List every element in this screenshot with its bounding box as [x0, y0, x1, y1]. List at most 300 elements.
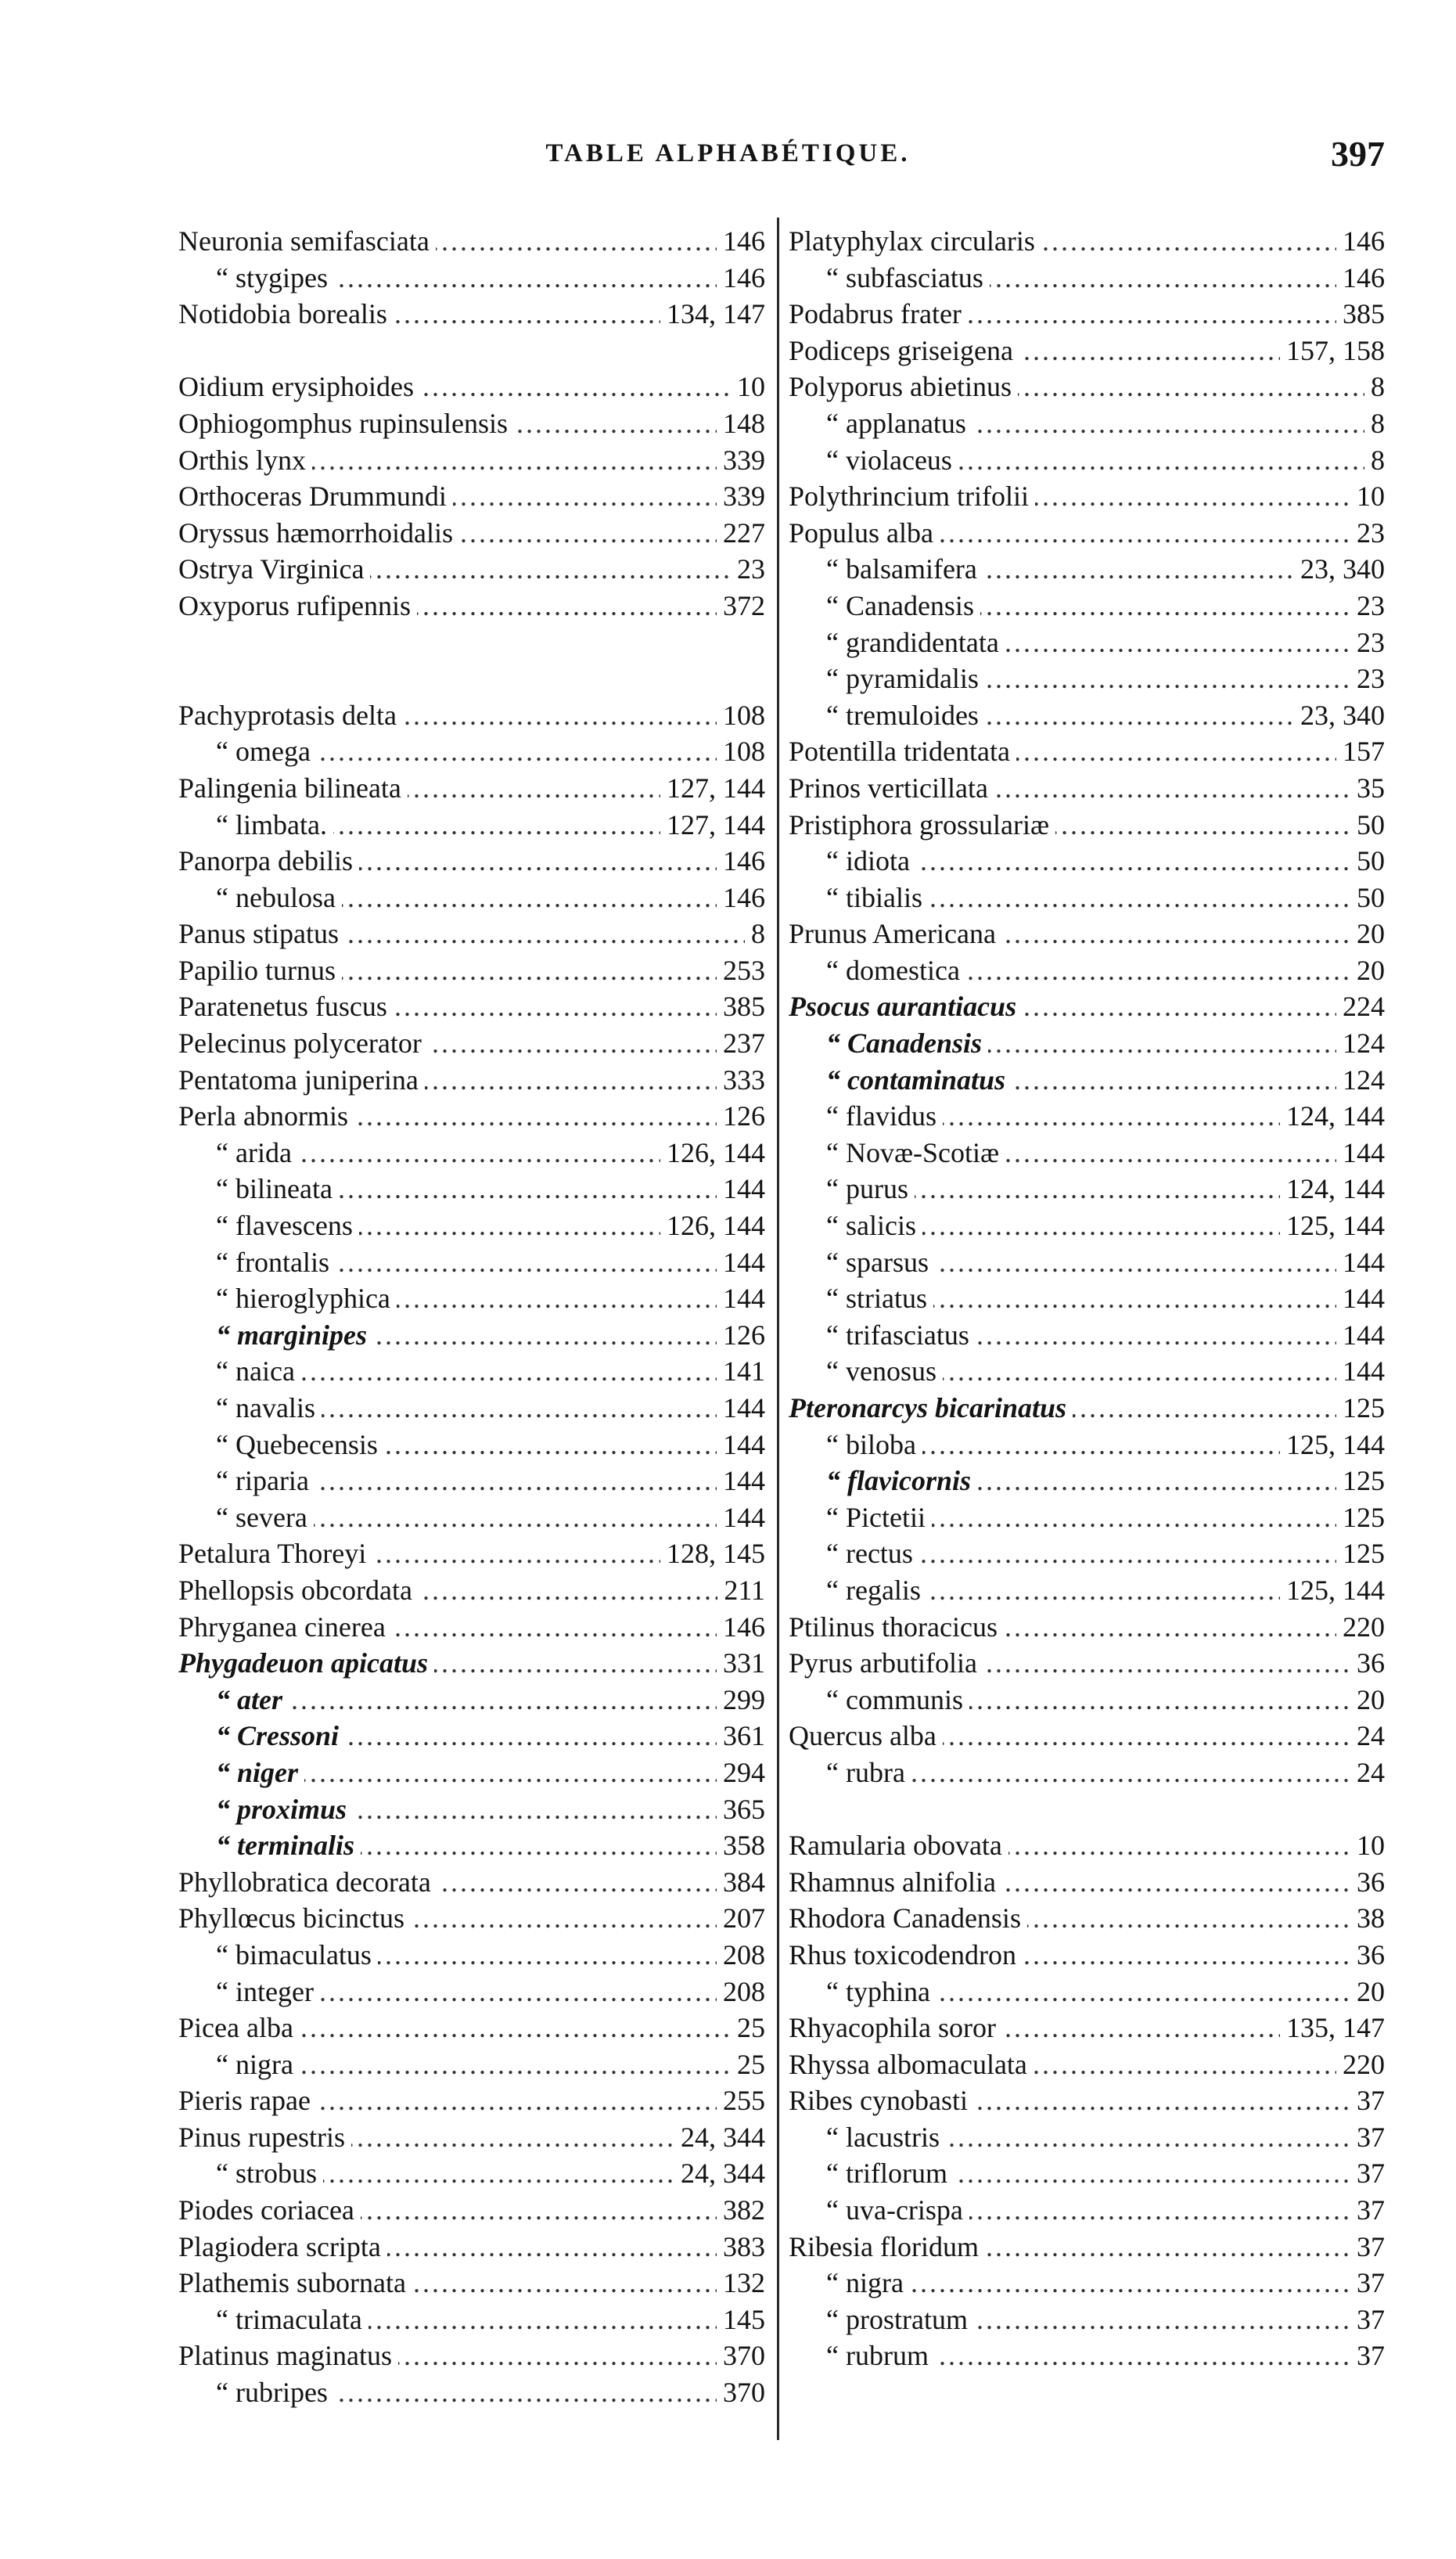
entry-pages: 253 — [717, 952, 765, 989]
index-entry — [178, 296, 765, 333]
entry-pages: 23 — [1350, 660, 1385, 697]
entry-name: “ Canadensis — [789, 1028, 988, 1059]
entry-pages: 36 — [1350, 1937, 1385, 1974]
entry-pages: 125 — [1336, 1463, 1385, 1499]
index-entry — [789, 1244, 1385, 1281]
entry-pages: 50 — [1350, 807, 1385, 844]
index-entry — [178, 1572, 765, 1609]
index-entry — [789, 770, 1385, 807]
entry-name: Papilio turnus — [178, 955, 342, 986]
entry-pages: 144 — [717, 1499, 765, 1536]
index-entry — [789, 478, 1385, 515]
index-entry — [789, 624, 1385, 661]
index-entry — [789, 1171, 1385, 1208]
index-entry — [178, 2265, 765, 2302]
entry-name: “ flavicornis — [789, 1465, 977, 1496]
entry-pages: 38 — [1350, 1900, 1385, 1937]
entry-name: “ balsamifera — [789, 553, 983, 585]
entry-pages: 25 — [731, 2046, 765, 2083]
entry-name: “ navalis — [178, 1392, 322, 1423]
entry-name: “ bimaculatus — [178, 1939, 378, 1971]
entry-name: “ limbata. — [178, 809, 333, 840]
index-entry — [789, 1499, 1385, 1536]
entry-pages: 125, 144 — [1280, 1427, 1385, 1463]
entry-pages: 207 — [717, 1900, 765, 1937]
index-entry — [178, 770, 765, 807]
index-entry — [178, 588, 765, 624]
entry-name: “ rectus — [789, 1538, 919, 1569]
entry-name: “ nigra — [789, 2267, 910, 2298]
entry-pages: 220 — [1336, 2046, 1385, 2083]
index-entry — [178, 807, 765, 844]
entry-name: “ Quebecensis — [178, 1429, 384, 1460]
entry-name: Palingenia bilineata — [178, 772, 408, 804]
entry-name: Rhyssa albomaculata — [789, 2049, 1034, 2080]
entry-name: “ Canadensis — [789, 590, 980, 621]
index-entry — [789, 1353, 1385, 1390]
entry-pages: 50 — [1350, 843, 1385, 880]
index-entry — [178, 1317, 765, 1354]
entry-pages: 8 — [745, 916, 765, 952]
entry-name: “ flavescens — [178, 1210, 359, 1241]
index-entry — [178, 223, 765, 260]
index-entry — [789, 952, 1385, 989]
entry-name: Petalura Thoreyi — [178, 1538, 372, 1569]
entry-name: “ idiota — [789, 845, 916, 876]
entry-pages: 384 — [717, 1864, 765, 1901]
entry-pages: 20 — [1350, 916, 1385, 952]
entry-pages: 125, 144 — [1280, 1208, 1385, 1244]
entry-pages: 24 — [1350, 1718, 1385, 1755]
entry-name: “ marginipes — [178, 1319, 373, 1351]
index-entry — [178, 2192, 765, 2229]
entry-name: Panus stipatus — [178, 918, 345, 949]
entry-name: “ bilineata — [178, 1173, 339, 1204]
entry-pages: 144 — [717, 1244, 765, 1281]
index-entry — [178, 405, 765, 442]
index-entry — [789, 988, 1385, 1025]
entry-name: Phryganea cinerea — [178, 1611, 392, 1643]
entry-name: “ pyramidalis — [789, 663, 985, 694]
index-entry — [789, 1135, 1385, 1172]
index-entry — [178, 478, 765, 515]
entry-pages: 144 — [717, 1171, 765, 1208]
entry-pages: 358 — [717, 1827, 765, 1864]
index-entry — [178, 1390, 765, 1427]
entry-name: Paratenetus fuscus — [178, 991, 394, 1022]
entry-pages: 339 — [717, 442, 765, 479]
entry-pages: 124 — [1336, 1062, 1385, 1099]
entry-pages: 37 — [1350, 2119, 1385, 2156]
entry-pages: 23 — [1350, 588, 1385, 624]
entry-name: “ sparsus — [789, 1247, 935, 1278]
entry-name: “ rubra — [789, 1757, 911, 1788]
index-entry — [178, 1827, 765, 1864]
entry-name: “ domestica — [789, 955, 966, 986]
index-entry — [789, 660, 1385, 697]
entry-name: “ contaminatus — [789, 1064, 1012, 1096]
entry-name: Pieris rapae — [178, 2085, 317, 2116]
entry-name: Oxyporus rufipennis — [178, 590, 417, 621]
index-entry — [789, 1682, 1385, 1719]
entry-pages: 125 — [1336, 1535, 1385, 1572]
entry-name: Plagiodera scripta — [178, 2231, 387, 2262]
index-entry — [178, 1427, 765, 1463]
entry-name: “ tibialis — [789, 882, 929, 913]
entry-name: Pristiphora grossulariæ — [789, 809, 1055, 840]
index-entry — [789, 697, 1385, 734]
entry-pages: 8 — [1364, 405, 1385, 442]
entry-name: “ communis — [789, 1684, 969, 1715]
index-entry — [789, 1280, 1385, 1317]
index-entry — [789, 588, 1385, 624]
entry-name: Pyrus arbutifolia — [789, 1647, 983, 1679]
entry-name: “ trifasciatus — [789, 1319, 976, 1351]
index-entry — [789, 1609, 1385, 1646]
entry-name: “ arida — [178, 1137, 298, 1168]
entry-name: Ribes cynobasti — [789, 2085, 974, 2116]
entry-name: Podabrus frater — [789, 298, 968, 329]
index-entry — [178, 1098, 765, 1135]
entry-pages: 208 — [717, 1974, 765, 2010]
entry-pages: 141 — [717, 1353, 765, 1390]
entry-name: “ trimaculata — [178, 2304, 368, 2335]
index-entry — [178, 733, 765, 770]
entry-pages: 211 — [717, 1572, 765, 1609]
entry-name: “ proximus — [178, 1794, 353, 1825]
entry-pages: 125, 144 — [1280, 1572, 1385, 1609]
index-entry — [789, 551, 1385, 588]
entry-name: Oidium erysiphoides — [178, 371, 420, 402]
entry-pages: 108 — [717, 733, 765, 770]
entry-pages: 382 — [717, 2192, 765, 2229]
entry-pages: 36 — [1350, 1645, 1385, 1682]
index-entry — [178, 1463, 765, 1499]
entry-pages: 124, 144 — [1280, 1171, 1385, 1208]
entry-name: Pteronarcys bicarinatus — [789, 1392, 1073, 1423]
entry-pages: 10 — [731, 369, 765, 405]
entry-name: Phygadeuon apicatus — [178, 1647, 434, 1679]
entry-name: “ frontalis — [178, 1247, 336, 1278]
index-entry — [178, 2010, 765, 2046]
entry-name: Pelecinus polycerator — [178, 1028, 428, 1059]
entry-name: “ strobus — [178, 2158, 323, 2189]
index-entry — [178, 916, 765, 952]
index-entry — [789, 2302, 1385, 2338]
entry-name: Quercus alba — [789, 1720, 943, 1751]
entry-name: “ nigra — [178, 2049, 300, 2080]
entry-name: Platyphylax circularis — [789, 225, 1041, 257]
index-entry — [178, 697, 765, 734]
index-entry — [178, 1535, 765, 1572]
entry-name: Ramularia obovata — [789, 1830, 1008, 1861]
entry-pages: 127, 144 — [660, 807, 765, 844]
entry-name: Prinos verticillata — [789, 772, 994, 804]
index-entry — [789, 1427, 1385, 1463]
entry-pages: 8 — [1364, 442, 1385, 479]
index-entry — [178, 515, 765, 552]
entry-name: “ Cressoni — [178, 1720, 345, 1751]
entry-pages: 134, 147 — [660, 296, 765, 333]
index-entry — [789, 1937, 1385, 1974]
index-column-right — [789, 223, 1385, 2438]
index-entry — [789, 1098, 1385, 1135]
entry-pages: 125 — [1336, 1390, 1385, 1427]
entry-pages: 127, 144 — [660, 770, 765, 807]
index-entry — [789, 880, 1385, 916]
entry-pages: 23, 340 — [1294, 551, 1385, 588]
index-entry — [178, 369, 765, 405]
entry-name: Pinus rupestris — [178, 2122, 351, 2153]
entry-pages: 108 — [717, 697, 765, 734]
entry-pages: 146 — [717, 260, 765, 297]
index-entry — [178, 2046, 765, 2083]
entry-name: “ Pictetii — [789, 1502, 932, 1533]
entry-name: Perla abnormis — [178, 1100, 354, 1132]
index-entry — [178, 1171, 765, 1208]
entry-pages: 128, 145 — [660, 1535, 765, 1572]
entry-pages: 37 — [1350, 2192, 1385, 2229]
index-entry — [789, 2265, 1385, 2302]
entry-name: Rhamnus alnifolia — [789, 1866, 1002, 1898]
entry-pages: 10 — [1350, 478, 1385, 515]
entry-name: “ rubripes — [178, 2377, 334, 2408]
entry-name: Rhodora Canadensis — [789, 1902, 1027, 1934]
index-entry — [178, 2082, 765, 2119]
index-entry — [789, 916, 1385, 952]
index-entry — [789, 2046, 1385, 2083]
entry-pages: 144 — [1336, 1244, 1385, 1281]
entry-pages: 157 — [1336, 733, 1385, 770]
entry-pages: 8 — [1364, 369, 1385, 405]
entry-pages: 20 — [1350, 952, 1385, 989]
index-entry — [178, 1609, 765, 1646]
entry-name: Podiceps griseigena — [789, 335, 1019, 366]
entry-pages: 23, 340 — [1294, 697, 1385, 734]
entry-pages: 220 — [1336, 1609, 1385, 1646]
entry-name: “ venosus — [789, 1355, 943, 1387]
entry-pages: 50 — [1350, 880, 1385, 916]
index-entry — [178, 1645, 765, 1682]
entry-name: Polythrincium trifolii — [789, 480, 1035, 512]
entry-pages: 146 — [717, 1609, 765, 1646]
index-entry — [178, 1135, 765, 1172]
entry-pages: 148 — [717, 405, 765, 442]
entry-name: Ophiogomphus rupinsulensis — [178, 408, 514, 439]
entry-pages: 385 — [717, 988, 765, 1025]
index-entry — [789, 2082, 1385, 2119]
index-entry — [789, 843, 1385, 880]
entry-pages: 294 — [717, 1755, 765, 1791]
entry-name: Prunus Americana — [789, 918, 1002, 949]
entry-pages: 157, 158 — [1280, 333, 1385, 369]
entry-pages: 299 — [717, 1682, 765, 1719]
entry-pages: 37 — [1350, 2229, 1385, 2266]
entry-pages: 126, 144 — [660, 1135, 765, 1172]
entry-pages: 10 — [1350, 1827, 1385, 1864]
index-entry — [178, 1974, 765, 2010]
entry-pages: 135, 147 — [1280, 2010, 1385, 2046]
entry-name: “ naica — [178, 1355, 301, 1387]
entry-name: “ salicis — [789, 1210, 922, 1241]
entry-name: “ applanatus — [789, 408, 972, 439]
index-entry — [789, 2229, 1385, 2266]
index-entry — [789, 2010, 1385, 2046]
index-entry — [789, 1317, 1385, 1354]
entry-pages: 20 — [1350, 1974, 1385, 2010]
index-entry — [178, 2155, 765, 2192]
entry-pages: 25 — [731, 2010, 765, 2046]
entry-pages: 385 — [1336, 296, 1385, 333]
entry-name: “ striatus — [789, 1283, 933, 1314]
entry-name: “ biloba — [789, 1429, 922, 1460]
entry-name: Picea alba — [178, 2012, 300, 2043]
entry-pages: 145 — [717, 2302, 765, 2338]
index-entry — [789, 1974, 1385, 2010]
index-entry — [178, 1682, 765, 1719]
entry-name: Psocus aurantiacus — [789, 991, 1023, 1022]
entry-name: “ integer — [178, 1976, 320, 2007]
entry-name: “ riparia — [178, 1465, 315, 1496]
index-entry — [178, 843, 765, 880]
entry-pages: 37 — [1350, 2155, 1385, 2192]
entry-name: “ ater — [178, 1684, 289, 1715]
entry-pages: 124 — [1336, 1025, 1385, 1062]
index-entry — [789, 1535, 1385, 1572]
index-entry — [789, 223, 1385, 260]
entry-name: “ stygipes — [178, 262, 334, 293]
entry-pages: 125 — [1336, 1499, 1385, 1536]
entry-pages: 126 — [717, 1098, 765, 1135]
entry-pages: 126 — [717, 1317, 765, 1354]
entry-pages: 126, 144 — [660, 1208, 765, 1244]
entry-pages: 339 — [717, 478, 765, 515]
index-entry — [789, 333, 1385, 369]
entry-pages: 365 — [717, 1791, 765, 1828]
entry-pages: 37 — [1350, 2082, 1385, 2119]
entry-pages: 224 — [1336, 988, 1385, 1025]
entry-name: “ nebulosa — [178, 882, 342, 913]
entry-name: Ostrya Virginica — [178, 553, 370, 585]
index-entry — [789, 2119, 1385, 2156]
entry-name: “ hieroglyphica — [178, 1283, 397, 1314]
index-entry — [178, 1755, 765, 1791]
entry-name: Pachyprotasis delta — [178, 700, 403, 731]
index-entry — [789, 1718, 1385, 1755]
entry-name: “ triflorum — [789, 2158, 954, 2189]
index-entry — [178, 880, 765, 916]
entry-name: Orthis lynx — [178, 444, 312, 476]
entry-pages: 146 — [717, 843, 765, 880]
index-section-gap — [178, 624, 765, 697]
entry-name: Phellopsis obcordata — [178, 1575, 419, 1606]
entry-pages: 144 — [717, 1463, 765, 1499]
index-entry — [789, 1645, 1385, 1682]
index-entry — [178, 1791, 765, 1828]
entry-name: “ purus — [789, 1173, 915, 1204]
index-entry — [789, 1864, 1385, 1901]
entry-name: Orthoceras Drummundi — [178, 480, 453, 512]
entry-pages: 144 — [1336, 1317, 1385, 1354]
entry-name: Phyllobratica decorata — [178, 1866, 437, 1898]
entry-pages: 24, 344 — [674, 2119, 765, 2156]
index-entry — [178, 952, 765, 989]
entry-name: “ regalis — [789, 1575, 927, 1606]
entry-pages: 370 — [717, 2338, 765, 2374]
entry-pages: 24, 344 — [674, 2155, 765, 2192]
running-title: TABLE ALPHABÉTIQUE. — [545, 139, 911, 167]
entry-name: Platinus maginatus — [178, 2340, 398, 2371]
entry-name: “ severa — [178, 1502, 314, 1533]
entry-pages: 361 — [717, 1718, 765, 1755]
entry-name: Piodes coriacea — [178, 2194, 361, 2226]
index-entry — [178, 1864, 765, 1901]
index-entry — [178, 2338, 765, 2374]
entry-pages: 370 — [717, 2374, 765, 2411]
index-entry — [178, 1025, 765, 1062]
index-section-gap — [789, 1791, 1385, 1828]
index-entry — [789, 2192, 1385, 2229]
index-entry — [789, 1390, 1385, 1427]
index-entry — [789, 1900, 1385, 1937]
index-entry — [178, 551, 765, 588]
index-entry — [789, 807, 1385, 844]
index-entry — [789, 442, 1385, 479]
index-entry — [789, 1062, 1385, 1099]
index-column-left — [178, 223, 765, 2438]
entry-name: “ prostratum — [789, 2304, 974, 2335]
index-entry — [178, 1062, 765, 1099]
index-entry — [178, 1718, 765, 1755]
entry-name: Oryssus hæmorrhoidalis — [178, 517, 459, 549]
entry-pages: 24 — [1350, 1755, 1385, 1791]
entry-pages: 23 — [1350, 624, 1385, 661]
entry-name: Ribesia floridum — [789, 2231, 985, 2262]
index-entry — [789, 733, 1385, 770]
entry-name: Rhyacophila soror — [789, 2012, 1002, 2043]
entry-pages: 35 — [1350, 770, 1385, 807]
entry-name: Neuronia semifasciata — [178, 225, 436, 257]
index-entry — [178, 1244, 765, 1281]
index-entry — [178, 2374, 765, 2411]
entry-pages: 144 — [1336, 1135, 1385, 1172]
index-entry — [789, 260, 1385, 297]
entry-name: Ptilinus thoracicus — [789, 1611, 1004, 1643]
entry-pages: 331 — [717, 1645, 765, 1682]
entry-pages: 255 — [717, 2082, 765, 2119]
entry-pages: 144 — [717, 1390, 765, 1427]
entry-pages: 146 — [1336, 223, 1385, 260]
entry-name: “ Novæ-Scotiæ — [789, 1137, 1005, 1168]
entry-pages: 144 — [717, 1280, 765, 1317]
index-entry — [789, 405, 1385, 442]
index-entry — [789, 1827, 1385, 1864]
entry-name: “ uva-crispa — [789, 2194, 969, 2226]
index-entry — [178, 1280, 765, 1317]
entry-name: “ typhina — [789, 1976, 937, 2007]
index-entry — [789, 1025, 1385, 1062]
entry-pages: 208 — [717, 1937, 765, 1974]
index-entry — [789, 1463, 1385, 1499]
index-entry — [789, 2338, 1385, 2374]
index-entry — [789, 369, 1385, 405]
entry-pages: 146 — [1336, 260, 1385, 297]
index-entry — [178, 2229, 765, 2266]
index-entry — [178, 1353, 765, 1390]
entry-name: Panorpa debilis — [178, 845, 359, 876]
entry-pages: 237 — [717, 1025, 765, 1062]
page-number: 397 — [1331, 134, 1385, 174]
